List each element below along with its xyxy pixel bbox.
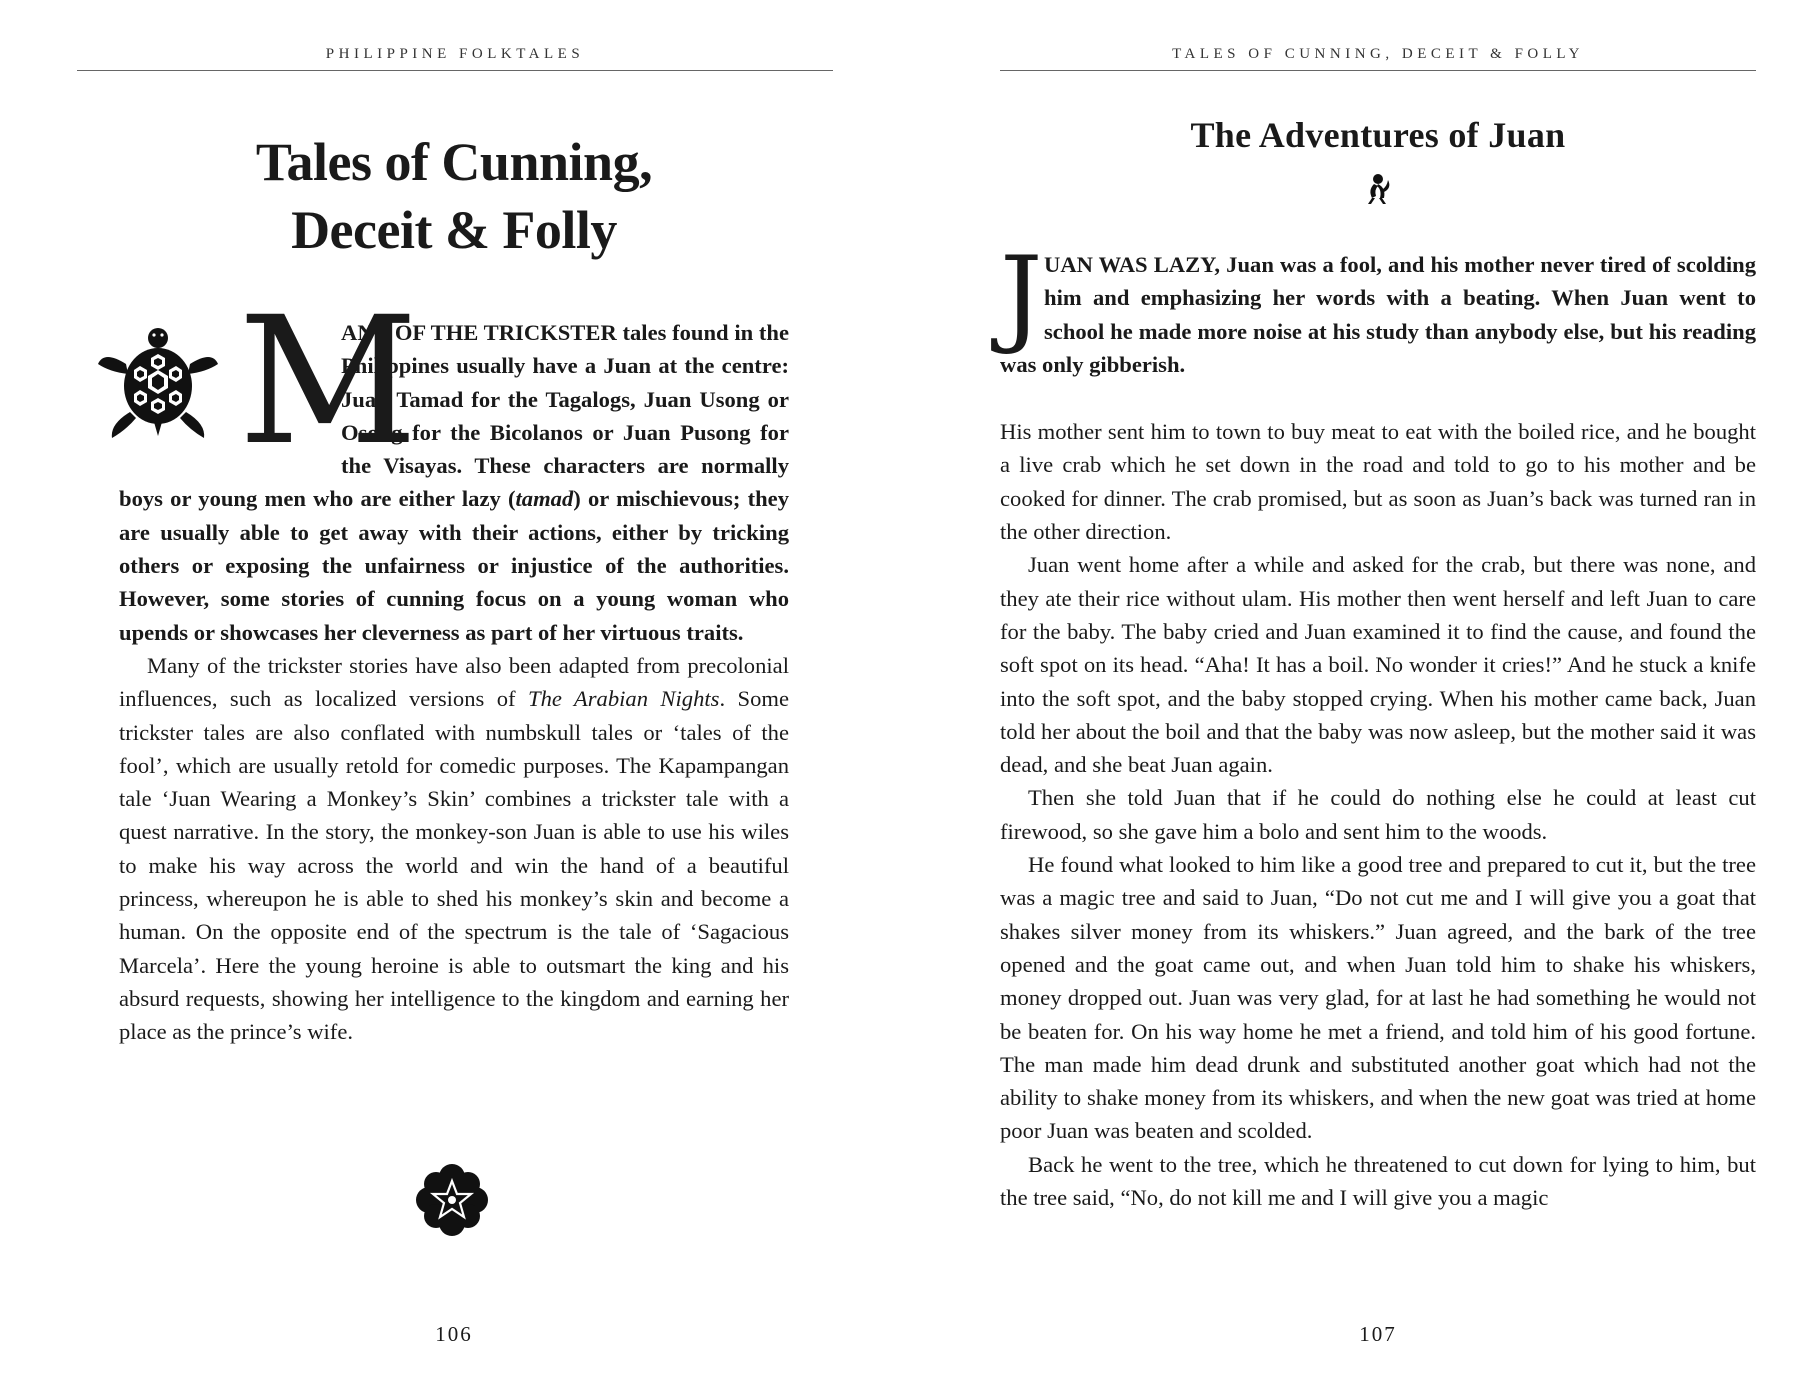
chapter-title-line2: Deceit & Folly <box>291 200 617 260</box>
intro-lead-end: ) or mischievous; they are usually able to get away with their actions, either by tricking others or exposing the unfairness or injustice of the authorities. However, some stories of cunning focus on a young woman who upends or showcases her cleverness as part of her virtuous traits. <box>119 486 789 645</box>
story-paragraph-3: Then she told Juan that if he could do nothing else he could at least cut firewood, so she gave him a bolo and sent him to the woods. <box>1000 785 1756 844</box>
chapter-title <box>119 128 789 264</box>
story-text <box>1000 234 1757 1214</box>
story-title: The Adventures of Juan <box>1190 115 1566 155</box>
story-paragraph-2: Juan went home after a while and asked for the crab, but there was none, and they ate their rice without ulam. His mother then went herself and left Juan to care for the baby. The baby cried and Juan examined it to find the cause, and found the soft spot on its head. “Aha! It has a boil. No wonder it cries!” And he stuck a knife into the soft spot, and the baby stopped crying. When his mother came back, Juan told her about the boil and that the baby was now asleep, but the mother said it was dead, and she beat Juan again. <box>1000 552 1756 778</box>
drop-cap-m: M <box>238 279 419 484</box>
story-paragraph-5: Back he went to the tree, which he threatened to cut down for lying to him, but the tree said, “No, do not kill me and I will give you a magic <box>1000 1151 1756 1211</box>
monkey-ornament-icon <box>1362 172 1392 206</box>
chapter-title-line1: Tales of Cunning, <box>255 132 653 192</box>
drop-cap-block <box>119 279 419 484</box>
intro-text <box>119 279 789 1049</box>
para2-end: . Some trickster tales are also conflated with numbskull tales or ‘tales of the fool’, which are usually retold for comedic purposes. The Kapampangan tale ‘Juan Wearing a Monkey’s Skin’ combines a trickster tale with a quest narrative. In the story, the monkey-son Juan is able to use his wiles to make his way across the world and win the hand of a beautiful princess, whereupon he is able to shed his monkey’s skin and become a human. On the opposite end of the spectrum is the tale of ‘Sagacious Marcela’. Here the young heroine is able to outsmart the king and his absurd requests, showing her intelligence to the kingdom and earning her place as the prince’s wife. <box>119 686 789 1045</box>
right-page <box>910 0 1819 1395</box>
story-lead-paragraph <box>1000 234 1757 381</box>
story-lead-smallcaps: UAN WAS LAZY, <box>1044 252 1221 277</box>
story-paragraph-1: His mother sent him to town to buy meat to eat with the boiled rice, and he bought a live crab which he set down in the road and told to go to his mother and be cooked for dinner. The crab promised, but as soon as Juan’s back was turned ran in the other direction. <box>1000 419 1756 545</box>
running-head-right: TALES OF CUNNING, DECEIT & FOLLY <box>1172 46 1584 62</box>
header-rule-right <box>1000 70 1756 71</box>
drop-cap-j: J <box>1000 234 1043 357</box>
running-head-left: PHILIPPINE FOLKTALES <box>325 46 585 62</box>
intro-lead-italic: tamad <box>515 486 574 512</box>
intro-lead-smallcaps: ANY OF THE TRICKSTER <box>341 320 617 345</box>
intro-lead-rest: tales found in the Philippines usually have a Juan at the centre: Juan Tamad for the Tagalogs, Juan Usong or Osong for the Bicolanos or Juan Pusong for the Visayas. These characters are normally boys or young men who are either lazy ( <box>119 320 789 512</box>
story-lead-rest: Juan was a fool, and his mother never tired of scolding him and emphasizing her words with a beating. When Juan went to school he made more noise at his study than anybody else, but his reading was only gibberish. <box>1000 252 1757 377</box>
story-paragraph-4: He found what looked to him like a good tree and prepared to cut it, but the tree was a magic tree and said to Juan, “Do not cut me and I will give you a goat that shakes silver money from its whiskers.” Juan agreed, and the bark of the tree opened and the goat came out, and when Juan told him to shake his whiskers, money dropped out. Juan was very glad, for at last he had something he would not be beaten for. On his way home he met a friend, and told him of his good fortune. The man made him dead drunk and substituted another goat which had not the ability to shake money from its whiskers, and when the new goat was tried at home poor Juan was beaten and scolded. <box>1000 852 1756 1144</box>
intro-paragraph-2 <box>119 649 789 1049</box>
header-rule-left <box>77 70 833 71</box>
page-number-left: 106 <box>435 1322 473 1346</box>
left-page <box>0 0 909 1395</box>
para2-start: Many of the trickster stories have also been adapted from precolonial influences, such as localized versions of <box>119 652 789 712</box>
para2-italic: The Arabian Nights <box>528 686 720 712</box>
turtle-icon <box>96 320 222 446</box>
flower-ornament-icon <box>415 1163 489 1237</box>
page-number-right: 107 <box>1359 1322 1397 1346</box>
